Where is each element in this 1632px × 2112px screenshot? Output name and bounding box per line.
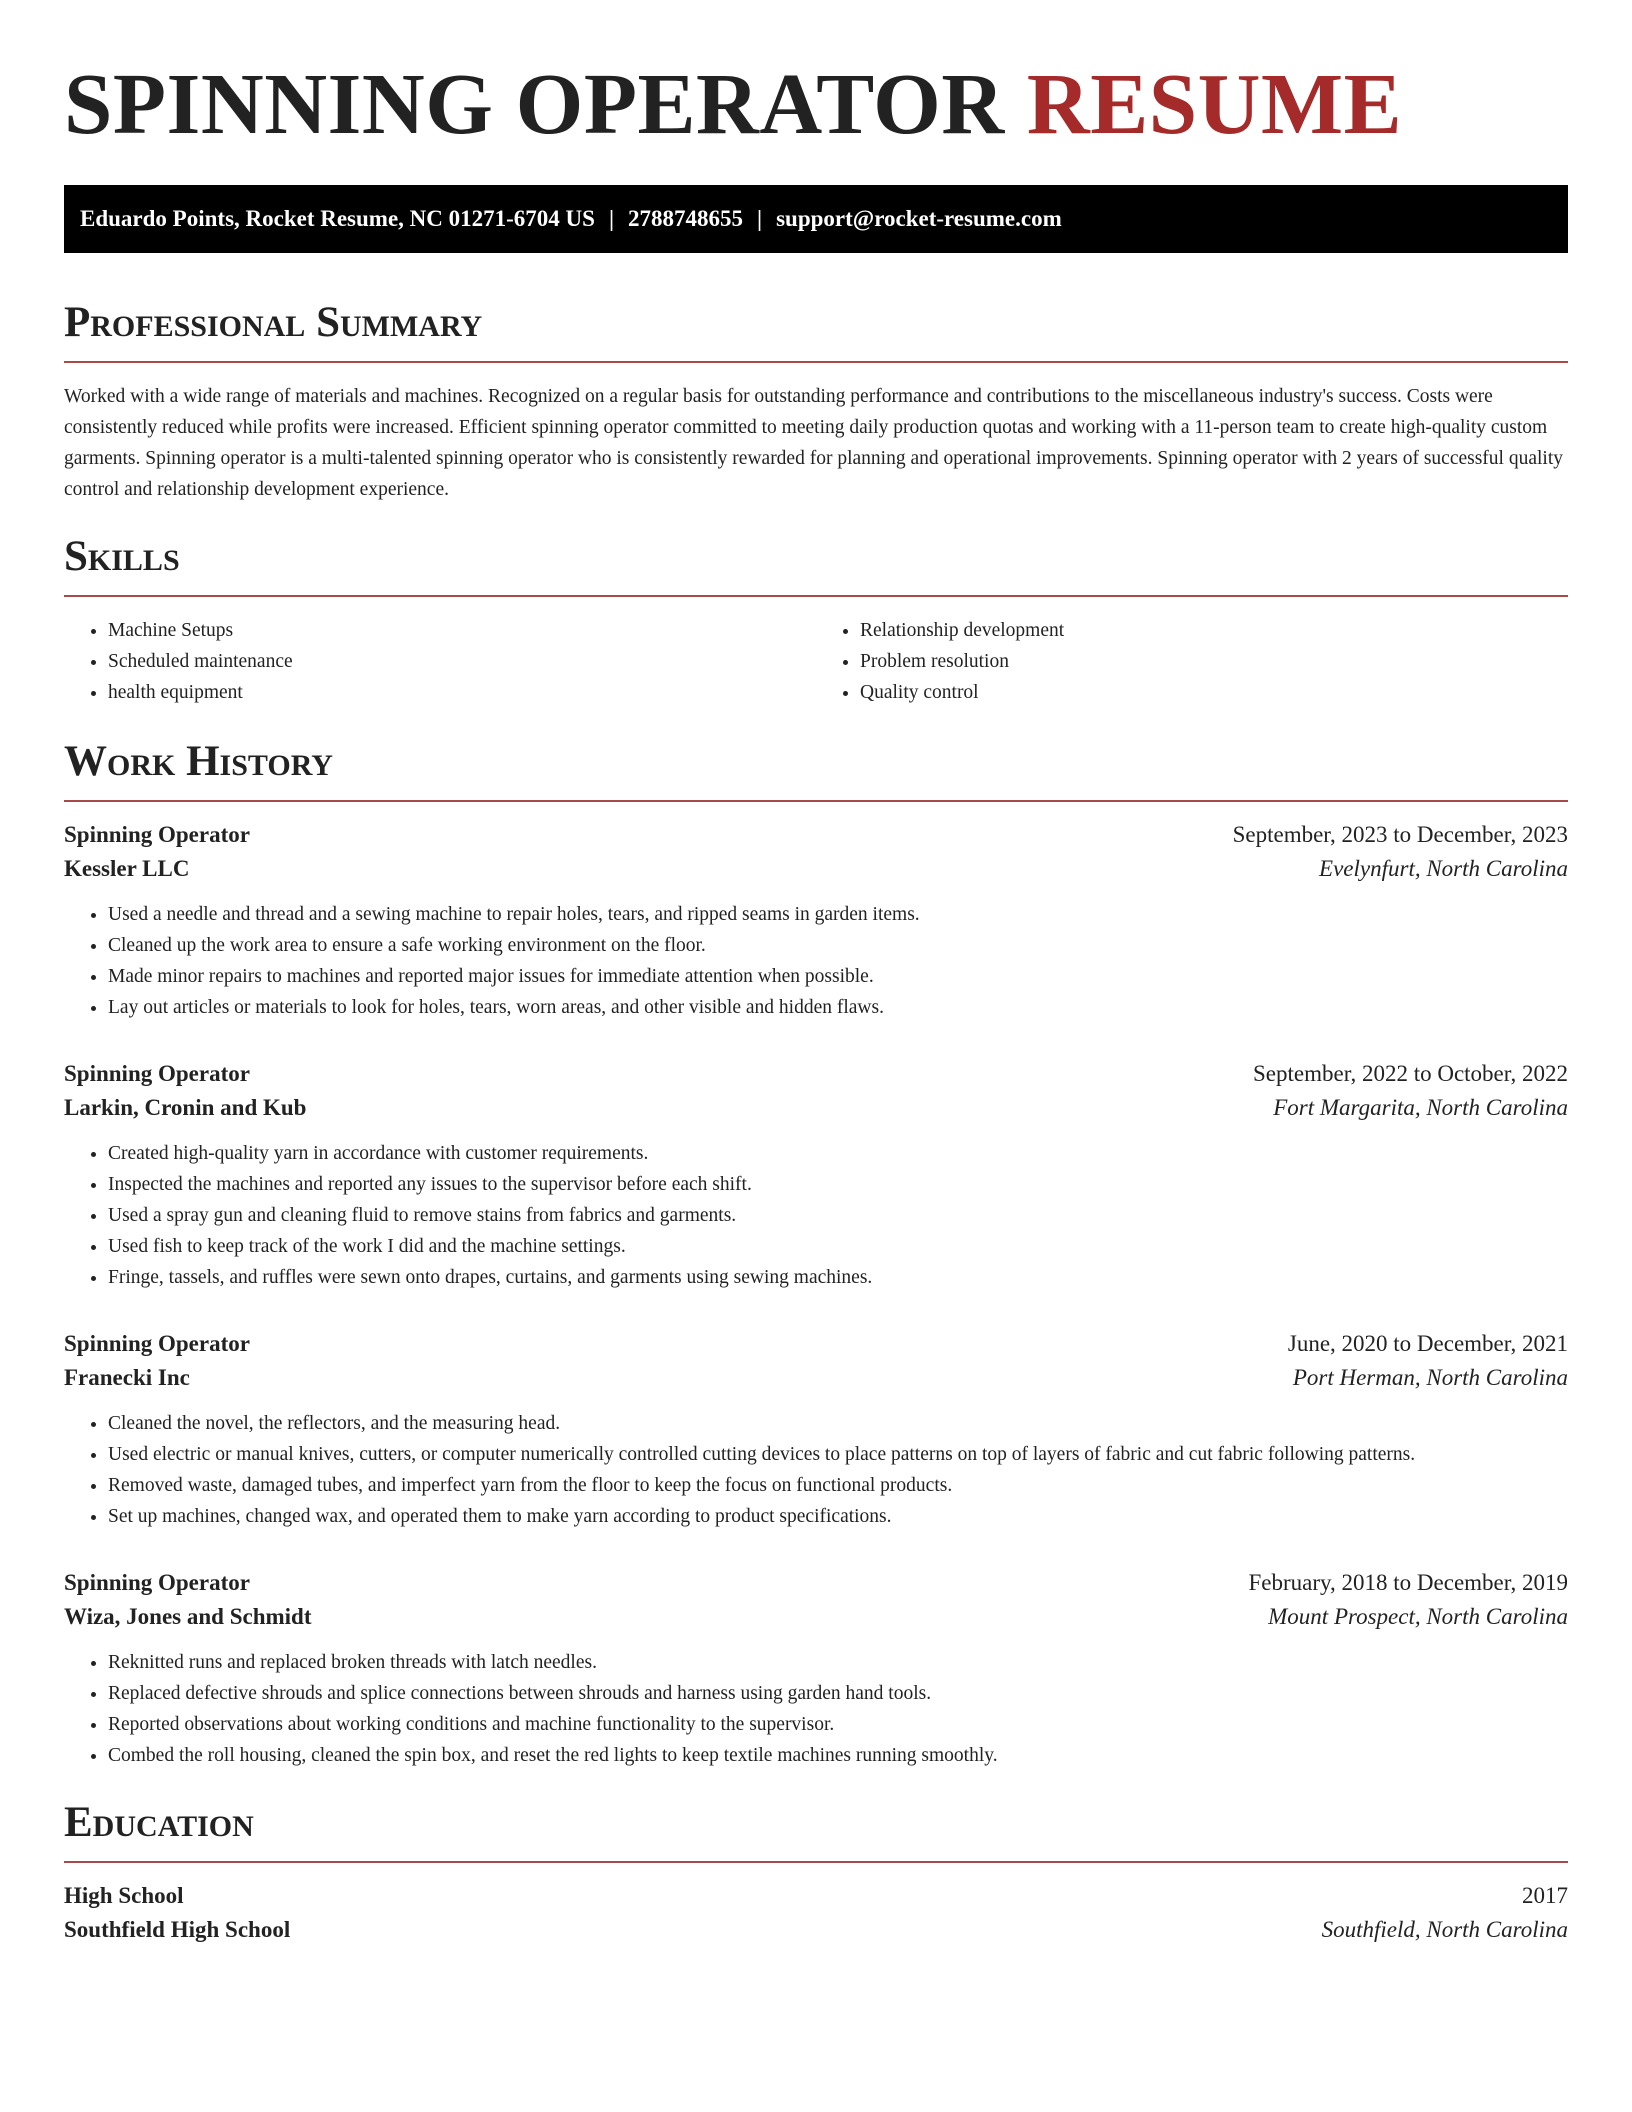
skills-list-right (816, 615, 1568, 708)
job-dates: September, 2023 to December, 2023 (1232, 822, 1568, 847)
job-company: Franecki Inc (64, 1365, 190, 1390)
job-location: Fort Margarita, North Carolina (1273, 1095, 1568, 1120)
title-main: SPINNING OPERATOR (64, 55, 1005, 152)
job-title: Spinning Operator (64, 1331, 250, 1356)
job-dates: June, 2020 to December, 2021 (1287, 1331, 1568, 1356)
skill-item: • Machine Setups (108, 615, 816, 646)
work-section (64, 740, 1568, 1771)
contact-address: Eduardo Points, Rocket Resume, NC 01271-6704 US (80, 206, 595, 231)
job-title: Spinning Operator (64, 1061, 250, 1086)
skill-item: • Quality control (860, 677, 1568, 708)
job-company: Larkin, Cronin and Kub (64, 1095, 307, 1120)
job-bullet: • Reknitted runs and replaced broken threads with latch needles. (108, 1647, 1568, 1678)
job-bullet: • Cleaned up the work area to ensure a safe working environment on the floor. (108, 930, 1568, 961)
contact-phone[interactable]: 2788748655 (628, 206, 744, 231)
job-company: Wiza, Jones and Schmidt (64, 1604, 312, 1629)
job-location: Mount Prospect, North Carolina (1268, 1604, 1568, 1629)
education-section (64, 1801, 1568, 1943)
section-divider (64, 1861, 1568, 1863)
job-bullet: • Lay out articles or materials to look for holes, tears, worn areas, and other visible and hidden flaws. (108, 992, 1568, 1023)
contact-bar (64, 185, 1568, 253)
summary-section (64, 301, 1568, 505)
job-bullet: • Used a spray gun and cleaning fluid to remove stains from fabrics and garments. (108, 1200, 1568, 1231)
job-entry (64, 1570, 1568, 1771)
job-title: Spinning Operator (64, 1570, 250, 1595)
job-bullets (64, 1408, 1568, 1532)
job-location: Port Herman, North Carolina (1292, 1365, 1568, 1390)
job-bullet: • Combed the roll housing, cleaned the spin box, and reset the red lights to keep textile machines running smoothly. (108, 1740, 1568, 1771)
education-year: 2017 (1522, 1883, 1568, 1908)
summary-heading: Professional Summary (64, 299, 483, 346)
job-bullet: • Used electric or manual knives, cutters, or computer numerically controlled cutting devices to place patterns on top of layers of fabric and cut fabric following patterns. (108, 1439, 1568, 1470)
contact-email[interactable]: support@rocket-resume.com (776, 206, 1062, 231)
contact-separator: | (757, 206, 763, 231)
job-title: Spinning Operator (64, 822, 250, 847)
job-dates: February, 2018 to December, 2019 (1248, 1570, 1568, 1595)
skills-columns (64, 615, 1568, 708)
education-school: Southfield High School (64, 1917, 291, 1942)
education-degree: High School (64, 1883, 184, 1908)
job-bullets (64, 899, 1568, 1023)
section-divider (64, 800, 1568, 802)
job-bullet: • Made minor repairs to machines and reported major issues for immediate attention when possible. (108, 961, 1568, 992)
skills-list-left (64, 615, 816, 708)
contact-separator: | (608, 206, 615, 231)
education-heading: Education (64, 1799, 254, 1846)
skill-item: • Problem resolution (860, 646, 1568, 677)
skill-item: • Relationship development (860, 615, 1568, 646)
job-company: Kessler LLC (64, 856, 190, 881)
resume-title (64, 0, 1568, 152)
skills-section (64, 535, 1568, 708)
job-bullet: • Reported observations about working conditions and machine functionality to the supervisor. (108, 1709, 1568, 1740)
job-bullet: • Used fish to keep track of the work I did and the machine settings. (108, 1231, 1568, 1262)
section-divider (64, 595, 1568, 597)
skill-item: • Scheduled maintenance (108, 646, 816, 677)
job-bullet: • Inspected the machines and reported any issues to the supervisor before each shift. (108, 1169, 1568, 1200)
job-bullets (64, 1647, 1568, 1771)
job-bullet: • Replaced defective shrouds and splice connections between shrouds and harness using garden hand tools. (108, 1678, 1568, 1709)
work-heading: Work History (64, 738, 333, 785)
job-entry (64, 822, 1568, 1023)
job-entry (64, 1331, 1568, 1532)
summary-text: Worked with a wide range of materials and machines. Recognized on a regular basis for outstanding performance and contributions to the miscellaneous industry's success. Costs were consistently reduced while profits were increased. Efficient spinning operator committed to meeting daily production quotas and working with a 11-person team to create high-quality custom garments. Spinning operator is a multi-talented spinning operator who is consistently rewarded for planning and operational improvements. Spinning operator with 2 years of successful quality control and relationship development experience. (64, 386, 1563, 500)
skills-heading: Skills (64, 533, 180, 580)
job-bullet: • Created high-quality yarn in accordance with customer requirements. (108, 1138, 1568, 1169)
job-bullet: • Removed waste, damaged tubes, and imperfect yarn from the floor to keep the focus on functional products. (108, 1470, 1568, 1501)
job-bullet: • Set up machines, changed wax, and operated them to make yarn according to product specifications. (108, 1501, 1568, 1532)
education-location: Southfield, North Carolina (1321, 1917, 1568, 1942)
job-location: Evelynfurt, North Carolina (1319, 856, 1568, 881)
job-entry (64, 1061, 1568, 1293)
education-entry (64, 1883, 1568, 1943)
skill-item: • health equipment (108, 677, 816, 708)
job-bullet: • Used a needle and thread and a sewing machine to repair holes, tears, and ripped seams in garden items. (108, 899, 1568, 930)
title-accent: RESUME (1026, 55, 1403, 152)
job-bullet: • Cleaned the novel, the reflectors, and the measuring head. (108, 1408, 1568, 1439)
job-dates: September, 2022 to October, 2022 (1253, 1061, 1568, 1086)
section-divider (64, 361, 1568, 363)
job-bullet: • Fringe, tassels, and ruffles were sewn onto drapes, curtains, and garments using sewing machines. (108, 1262, 1568, 1293)
job-bullets (64, 1138, 1568, 1293)
